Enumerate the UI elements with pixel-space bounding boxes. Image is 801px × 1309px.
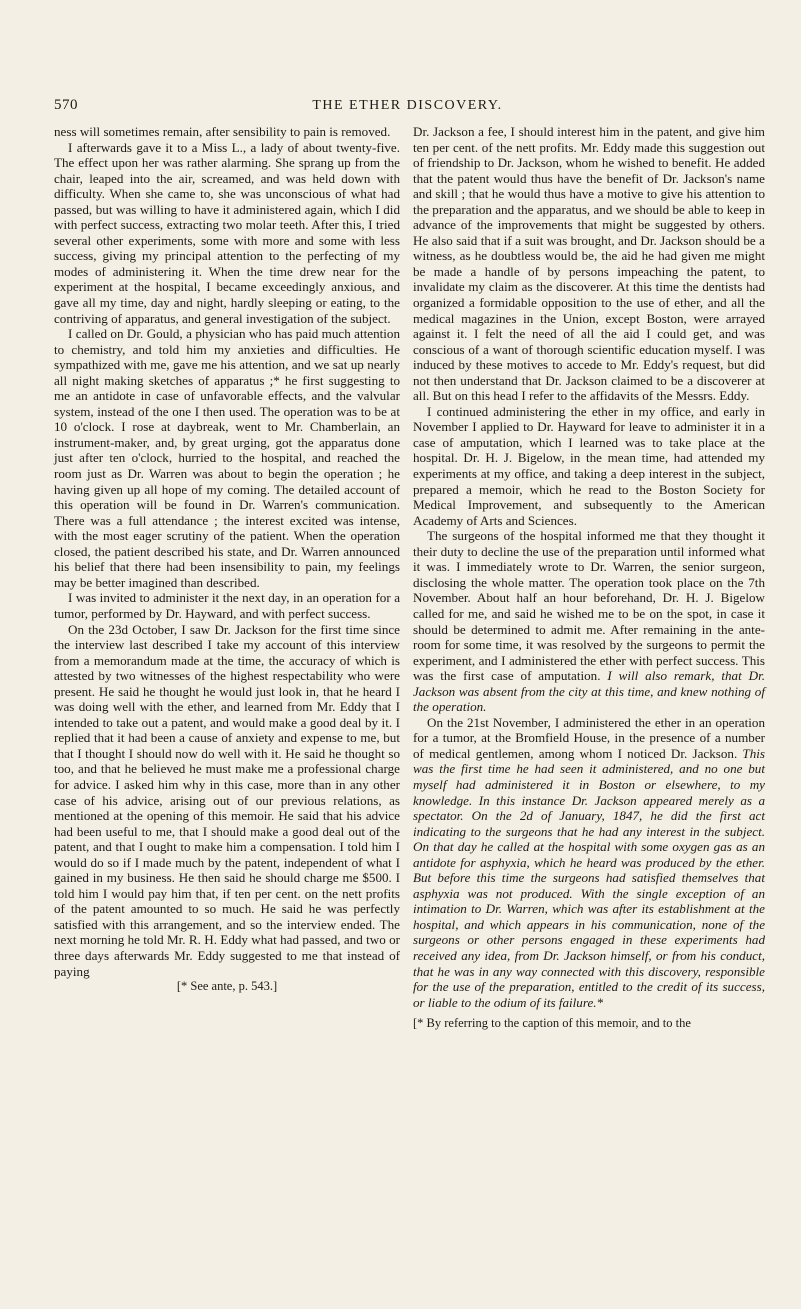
paragraph: I called on Dr. Gould, a physician who has paid much attention to chemistry, and told him my anxieties and difficulties. He sympathized with me, gave me his attention, and we sat up nearly all night making sketches of apparatus ;* he first suggesting to me an antidote in case of unfavorable effects, and the valvular system, instead of the one I then used. The operation was to be at 10 o'clock. I rose at daybreak, went to Mr. Chamberlain, an instrument-maker, and, by great urging, got the apparatus done just after ten o'clock, hurried to the hospital, and reached the room just as Dr. Warren was about to begin the operation ; he having given up all hope of my coming. The detailed account of this operation will be found in Dr. Warren's communication. There was a full attendance ; the interest excited was intense, with the most eager scrutiny of the patient. When the operation closed, the patient described his state, and Dr. Warren announced his belief that there had been insensibility to pain, my feelings may be better imagined than described. <box>54 326 400 590</box>
right-column <box>413 124 765 1032</box>
paragraph-italic-text: This was the first time he had seen it administered, and no one but myself had administered it in Boston or elsewhere, to my knowledge. In this instance Dr. Jackson appeared merely as a spectator. On the 2d of January, 1847, he did the first act indicating to the surgeons that he had any interest in the subject. On that day he called at the hospital with some oxygen gas as an antidote for asphyxia, which he heard was produced by the ether. But before this time the surgeons had satisfied themselves that asphyxia was not produced. With the single exception of an intimation to Dr. Warren, which was after its establishment at the hospital, and which appears in his communication, none of the surgeons or other persons engaged in these experiments had received any idea, from Dr. Jackson himself, or from his conduct, that he was in any way connected with this discovery, responsible for the use of the preparation, entitled to the credit of its success, or liable to the odium of its failure.* <box>413 745 765 1010</box>
paragraph-italic-text: I will also remark, that Dr. Jackson was absent from the city at this time, and knew nothing of the operation. <box>413 668 765 715</box>
paragraph-text: The surgeons of the hospital informed me that they thought it their duty to decline the use of the preparation until informed what it was. I immediately wrote to Dr. Warren, the senior surgeon, disclosing the whole matter. The operation took place on the 7th November. About half an hour beforehand, Dr. H. J. Bigelow called for me, and said he wished me to be on the spot, in case it should be determined to admit me. After remaining in the ante-room for some time, it was resolved by the surgeons to permit the experiment, and I administered the ether with perfect success. This was the first case of amputation. <box>413 528 765 684</box>
paragraph <box>413 528 765 715</box>
paragraph: ness will sometimes remain, after sensibility to pain is removed. <box>54 124 391 139</box>
running-header <box>54 97 761 117</box>
running-title: THE ETHER DISCOVERY. <box>312 98 503 113</box>
footnote-left: [* See ante, p. 543.] <box>176 979 278 994</box>
paragraph-text: On the 21st November, I administered the ether in an operation for a tumor, at the Bromfield House, in the presence of a number of medical gentlemen, among whom I noticed Dr. Jackson. <box>413 714 765 761</box>
footnote-right: [* By referring to the caption of this memoir, and to the <box>413 1016 691 1031</box>
paragraph: I continued administering the ether in my office, and early in November I applied to Dr. Hayward for leave to administer it in a case of amputation, which I learned was to take place at the hospital. Dr. H. J. Bigelow, in the mean time, had attended my experiments at my office, and taking a deep interest in the subject, prepared a memoir, which he read to the Boston Society for Medical Improvement, and subsequently to the American Academy of Arts and Sciences. <box>413 403 765 528</box>
paragraph <box>413 715 765 1010</box>
page-number: 570 <box>54 97 78 113</box>
left-column <box>54 124 400 995</box>
paragraph: I was invited to administer it the next day, in an operation for a tumor, performed by Dr. Hayward, and with perfect success. <box>54 590 400 621</box>
paragraph: Dr. Jackson a fee, I should interest him in the patent, and give him ten per cent. of the nett profits. Mr. Eddy made this suggestion out of friendship to Dr. Jackson, whom he wished to benefit. He added that the patent would thus have the benefit of Dr. Jackson's name and skill ; that he would thus have a motive to give his attention to the preparation and the apparatus, and we should be able to keep in advance of the improvements that might be suggested by others. He also said that if a suit was brought, and Dr. Jackson should be a witness, as he doubtless would be, the aid he had given me might be made a handle of by persons impeaching the patent, to invalidate my claim as the discoverer. At this time the dentists had organized a formidable opposition to the use of ether, and all the medical magazines in the Union, except Boston, were arrayed against it. I felt the need of all the aid I could get, and was conscious of a want of thorough scientific education myself. I was induced by these motives to accede to Mr. Eddy's request, but did not then understand that Dr. Jackson claimed to be a discoverer at all. But on this head I refer to the affidavits of the Messrs. Eddy. <box>413 124 765 404</box>
paragraph: On the 23d October, I saw Dr. Jackson for the first time since the interview last described I take my account of this interview from a memorandum made at the time, the accuracy of which is attested by two witnesses of the highest respectability who were present. He said he thought he would just look in, that he heard I was doing well with the ether, and learned from Mr. Eddy that I intended to take out a patent, and would make a good deal by it. I replied that it had been a cause of anxiety and expense to me, but that I thought I should now do well with it. He said he thought so too, and that he believed he must make me a professional charge for advice. I asked him why in this case, more than in any other case of his advice, arising out of our previous relations, as mentioned at the opening of this memoir. He said that his advice had been useful to me, that I should make a good deal out of the patent, and that I ought to make him a compensation. I told him I would do so if I made much by the patent, independent of what I gained in my business. He then said he should charge me $500. I told him I would pay him that, if ten per cent. on the nett profits of the patent amounted to so much. He said he was perfectly satisfied with this arrangement, and so the interview ended. The next morning he told Mr. R. H. Eddy what had passed, and two or three days afterwards Mr. Eddy suggested to me that instead of paying <box>54 621 400 979</box>
paragraph: I afterwards gave it to a Miss L., a lady of about twenty-five. The effect upon her was rather alarming. She sprang up from the chair, leaped into the air, screamed, and was held down with difficulty. When she came to, she was unconscious of what had passed, but was willing to have it administered again, which I did with perfect success, extracting two molar teeth. After this, I tried several other experiments, some with more and some with less success, giving my principal attention to the perfecting of my modes of administering it. When the time drew near for the experiment at the hospital, I became exceedingly anxious, and gave all my time, day and night, hardly sleeping or eating, to the contriving of apparatus, and general investigation of the subject. <box>54 139 400 326</box>
